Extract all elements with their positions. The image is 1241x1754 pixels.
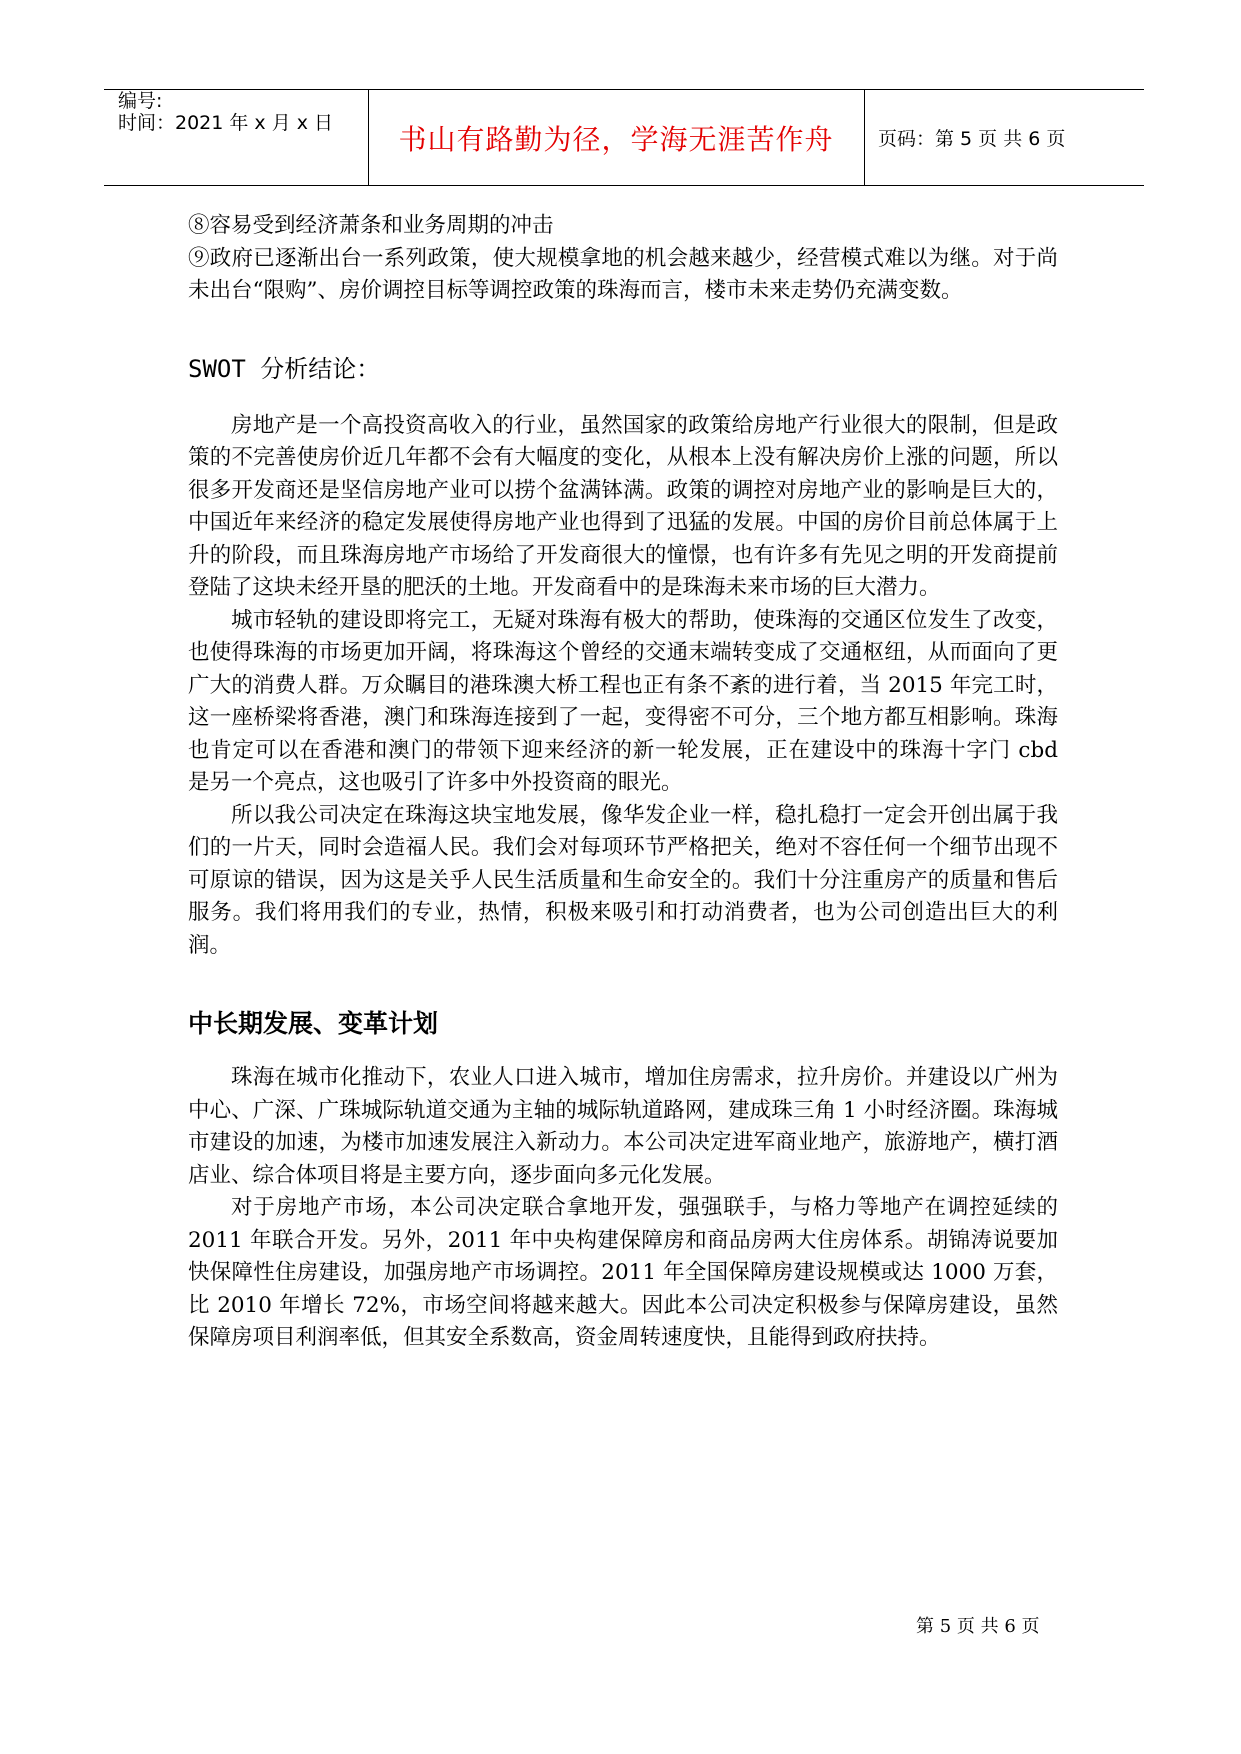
page-header [104,89,1144,186]
intro-item: ⑨政府已逐渐出台一系列政策，使大规模拿地的机会越来越少，经营模式难以为继。对于尚未出台“限购”、房价调控目标等调控政策的珠海而言，楼市未来走势仍充满变数。 [188,245,1058,303]
document-body [188,210,1058,1355]
plan-heading: 中长期发展、变革计划 [188,1009,439,1038]
header-motto: 书山有路勤为径，学海无涯苦作舟 [398,122,834,156]
header-time-label: 时间：2021 年 x 月 x 日 [118,112,334,134]
page-footer: 第 5 页 共 6 页 [916,1616,1040,1637]
swot-heading: SWOT 分析结论： [188,354,381,383]
header-number-label: 编号: [118,90,163,112]
header-meta-cell [104,90,369,185]
header-page-cell [864,90,1144,185]
intro-item: ⑧容易受到经济萧条和业务周期的冲击 [188,213,554,238]
swot-paragraph: 所以我公司决定在珠海这块宝地发展，像华发企业一样，稳扎稳打一定会开创出属于我们的一片天，同时会造福人民。我们会对每项环节严格把关，绝对不容任何一个细节出现不可原谅的错误，因为这是关乎人民生活质量和生命安全的。我们十分注重房产的质量和售后服务。我们将用我们的专业，热情，积极来吸引和打动消费者，也为公司创造出巨大的利润。 [188,802,1058,958]
plan-paragraph: 珠海在城市化推动下，农业人口进入城市，增加住房需求，拉升房价。并建设以广州为中心、广深、广珠城际轨道交通为主轴的城际轨道路网，建成珠三角 1 小时经济圈。珠海城市建设的加速，为楼市加速发展注入新动力。本公司决定进军商业地产，旅游地产，横打酒店业、综合体项目将是主要方向，逐步面向多元化发展。 [188,1065,1058,1188]
plan-paragraph: 对于房地产市场，本公司决定联合拿地开发，强强联手，与格力等地产在调控延续的 2011 年联合开发。另外，2011 年中央构建保障房和商品房两大住房体系。胡锦涛说要加快保障性住房建设，加强房地产市场调控。2011 年全国保障房建设规模或达 1000 万套，比 2010 年增长 72%，市场空间将越来越大。因此本公司决定积极参与保障房建设，虽然保障房项目利润率低，但其安全系数高，资金周转速度快，且能得到政府扶持。 [188,1195,1058,1350]
header-motto-cell [368,90,865,185]
swot-paragraph: 房地产是一个高投资高收入的行业，虽然国家的政策给房地产行业很大的限制，但是政策的不完善使房价近几年都不会有大幅度的变化，从根本上没有解决房价上涨的问题，所以很多开发商还是坚信房地产业可以捞个盆满钵满。政策的调控对房地产业的影响是巨大的，中国近年来经济的稳定发展使得房地产业也得到了迅猛的发展。中国的房价目前总体属于上升的阶段，而且珠海房地产市场给了开发商很大的憧憬，也有许多有先见之明的开发商提前登陆了这块未经开垦的肥沃的土地。开发商看中的是珠海未来市场的巨大潜力。 [188,412,1058,600]
swot-paragraph: 城市轻轨的建设即将完工，无疑对珠海有极大的帮助，使珠海的交通区位发生了改变，也使得珠海的市场更加开阔，将珠海这个曾经的交通末端转变成了交通枢纽，从而面向了更广大的消费人群。万众瞩目的港珠澳大桥工程也正有条不紊的进行着，当 2015 年完工时，这一座桥梁将香港，澳门和珠海连接到了一起，变得密不可分，三个地方都互相影响。珠海也肯定可以在香港和澳门的带领下迎来经济的新一轮发展，正在建设中的珠海十字门 cbd 是另一个亮点，这也吸引了许多中外投资商的眼光。 [188,607,1058,795]
header-page-code: 页码：第 5 页 共 6 页 [878,128,1066,150]
